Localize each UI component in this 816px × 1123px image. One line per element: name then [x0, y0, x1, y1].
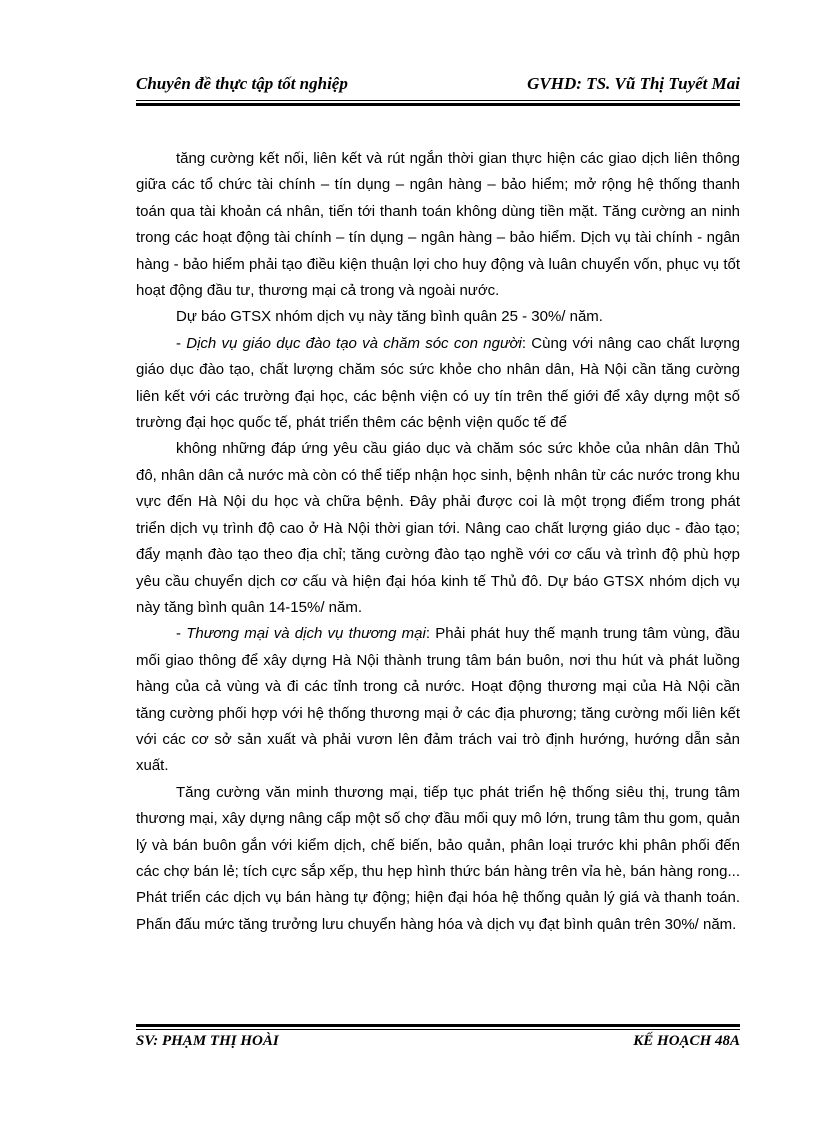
education-text: : Cùng với nâng cao chất lượng giáo dục đào tạo, chất lượng chăm sóc sức khỏe cho nhân dân, Hà Nội cần tăng cường liên kết với các trường đại học, các bệnh viện có uy tín trên thế giới để xây dựng một số trường đại học quốc tế, phát triển thêm các bệnh viện quốc tế để: [136, 334, 740, 432]
header-rule-thin: [136, 100, 740, 101]
paragraph-education-continued: không những đáp ứng yêu cầu giáo dục và chăm sóc sức khỏe của nhân dân Thủ đô, nhân dân cả nước mà còn có thể tiếp nhận học sinh, bệnh nhân từ các nước trong khu vực đến Hà Nội du học và chữa bệnh. Đây phải được coi là một trọng điểm trong phát triển dịch vụ trình độ cao ở Hà Nội thời gian tới. Nâng cao chất lượng giáo dục - đào tạo; đẩy mạnh đào tạo theo địa chỉ; tăng cường đào tạo nghề với cơ cấu và trình độ phù hợp yêu cầu chuyển dịch cơ cấu và hiện đại hóa kinh tế Thủ đô. Dự báo GTSX nhóm dịch vụ này tăng bình quân 14-15%/ năm.: [136, 440, 740, 616]
page-header: [136, 74, 740, 98]
header-supervisor: GVHD: TS. Vũ Thị Tuyết Mai: [527, 74, 740, 93]
paragraph-education: [136, 331, 740, 437]
document-body: [136, 146, 740, 938]
page-footer: [136, 1033, 740, 1055]
dash-prefix: -: [176, 334, 187, 352]
paragraph-finance: tăng cường kết nối, liên kết và rút ngắn thời gian thực hiện các giao dịch liên thông giữa các tổ chức tài chính – tín dụng – ngân hàng – bảo hiểm; mở rộng hệ thống thanh toán qua tài khoản cá nhân, tiến tới thanh toán không dùng tiền mặt. Tăng cường an ninh trong các hoạt động tài chính – tín dụng – ngân hàng – bảo hiểm. Dịch vụ tài chính - ngân hàng - bảo hiểm phải tạo điều kiện thuận lợi cho huy động và luân chuyển vốn, phục vụ tốt hoạt động đầu tư, thương mại cả trong và ngoài nước.: [136, 150, 740, 300]
commerce-text: : Phải phát huy thế mạnh trung tâm vùng, đầu mối giao thông để xây dựng Hà Nội thành trung tâm bán buôn, nơi thu hút và phát luồng hàng của cả vùng và đi các tỉnh trong cả nước. Hoạt động thương mại của Hà Nội cần tăng cường phối hợp với hệ thống thương mại ở các địa phương; tăng cường mối liên kết với các cơ sở sản xuất và phải vươn lên đảm trách vai trò định hướng, hướng dẫn sản xuất.: [136, 625, 740, 775]
commerce-heading: Thương mại và dịch vụ thương mại: [186, 625, 426, 643]
footer-student: SV: PHẠM THỊ HOÀI: [136, 1033, 279, 1049]
header-title: Chuyên đề thực tập tốt nghiệp: [136, 74, 348, 93]
paragraph-forecast: Dự báo GTSX nhóm dịch vụ này tăng bình quân 25 - 30%/ năm.: [176, 308, 603, 326]
paragraph-commerce-civilization: Tăng cường văn minh thương mại, tiếp tục phát triển hệ thống siêu thị, trung tâm thương mại, xây dựng nâng cấp một số chợ đầu mối quy mô lớn, trung tâm thu gom, quản lý và bán buôn gắn với kiểm dịch, chế biến, bảo quản, phân loại trước khi phân phối đến các chợ bán lẻ; tích cực sắp xếp, thu hẹp hình thức bán hàng trên vỉa hè, bán hàng rong... Phát triển các dịch vụ bán hàng tự động; hiện đại hóa hệ thống quản lý giá và thanh toán. Phấn đấu mức tăng trưởng lưu chuyển hàng hóa và dịch vụ đạt bình quân trên 30%/ năm.: [136, 783, 740, 933]
education-heading: Dịch vụ giáo dục đào tạo và chăm sóc con người: [186, 334, 522, 352]
dash-prefix: -: [176, 625, 187, 643]
footer-class: KẾ HOẠCH 48A: [633, 1033, 740, 1049]
header-rule-thick: [136, 103, 740, 106]
paragraph-commerce: [136, 621, 740, 779]
footer-rule-thick: [136, 1024, 740, 1027]
footer-rule-thin: [136, 1029, 740, 1030]
